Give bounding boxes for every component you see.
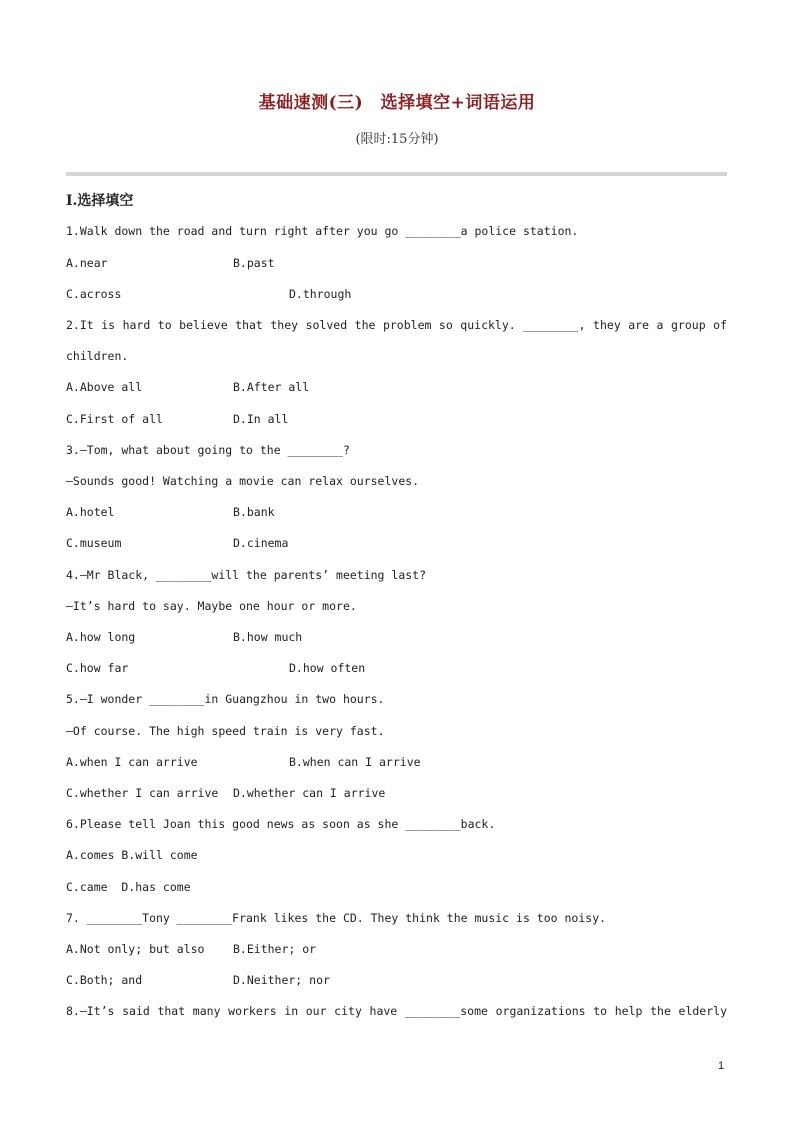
question-stem-continued: children. [66,349,129,363]
question-stem: 2.It is hard to believe that they solved the problem so quickly. ________, they are a group of [66,318,727,332]
question-stem-continued: —Sounds good! Watching a movie can relax ourselves. [66,474,420,488]
page-number: 1 [718,1060,725,1072]
option: A.how long [66,630,136,644]
option: D.whether can I arrive [233,786,386,800]
option: A.Not only; but also [66,942,205,956]
section-heading: Ⅰ.选择填空 [66,193,134,209]
option: B.Either; or [233,942,317,956]
divider [66,172,727,176]
page-title: 基础速测(三) 选择填空+词语运用 [258,93,536,113]
time-limit: (限时:15分钟) [355,132,439,147]
option: A.comes B.will come [66,848,198,862]
question-stem: 3.—Tom, what about going to the ________? [66,443,350,457]
option: A.Above all [66,380,143,394]
question-stem-continued: —It’s hard to say. Maybe one hour or more. [66,599,357,613]
option: C.came D.has come [66,880,191,894]
option: D.In all [233,412,289,426]
option: D.how often [289,661,366,675]
option: D.Neither; nor [233,973,330,987]
option: B.how much [233,630,303,644]
question-stem: 1.Walk down the road and turn right after you go ________a police station. [66,224,579,238]
option: B.bank [233,505,275,519]
question-stem: 6.Please tell Joan this good news as soon as she ________back. [66,817,496,831]
option: D.through [289,287,352,301]
option: C.First of all [66,412,163,426]
option: C.Both; and [66,973,143,987]
question-stem: 7. ________Tony ________Frank likes the CD. They think the music is too noisy. [66,911,607,925]
question-stem: 5.—I wonder ________in Guangzhou in two hours. [66,692,385,706]
option: C.how far [66,661,129,675]
option: A.hotel [66,505,115,519]
option: D.cinema [233,536,289,550]
question-stem: 4.—Mr Black, ________will the parents’ meeting last? [66,568,427,582]
option: B.After all [233,380,310,394]
question-stem: 8.—It’s said that many workers in our city have ________some organizations to help the elderly [66,1004,727,1018]
option: A.near [66,256,108,270]
option: B.past [233,256,275,270]
option: C.museum [66,536,122,550]
option: C.across [66,287,122,301]
option: A.when I can arrive [66,755,198,769]
option: B.when can I arrive [289,755,421,769]
question-stem-continued: —Of course. The high speed train is very fast. [66,724,385,738]
option: C.whether I can arrive [66,786,219,800]
